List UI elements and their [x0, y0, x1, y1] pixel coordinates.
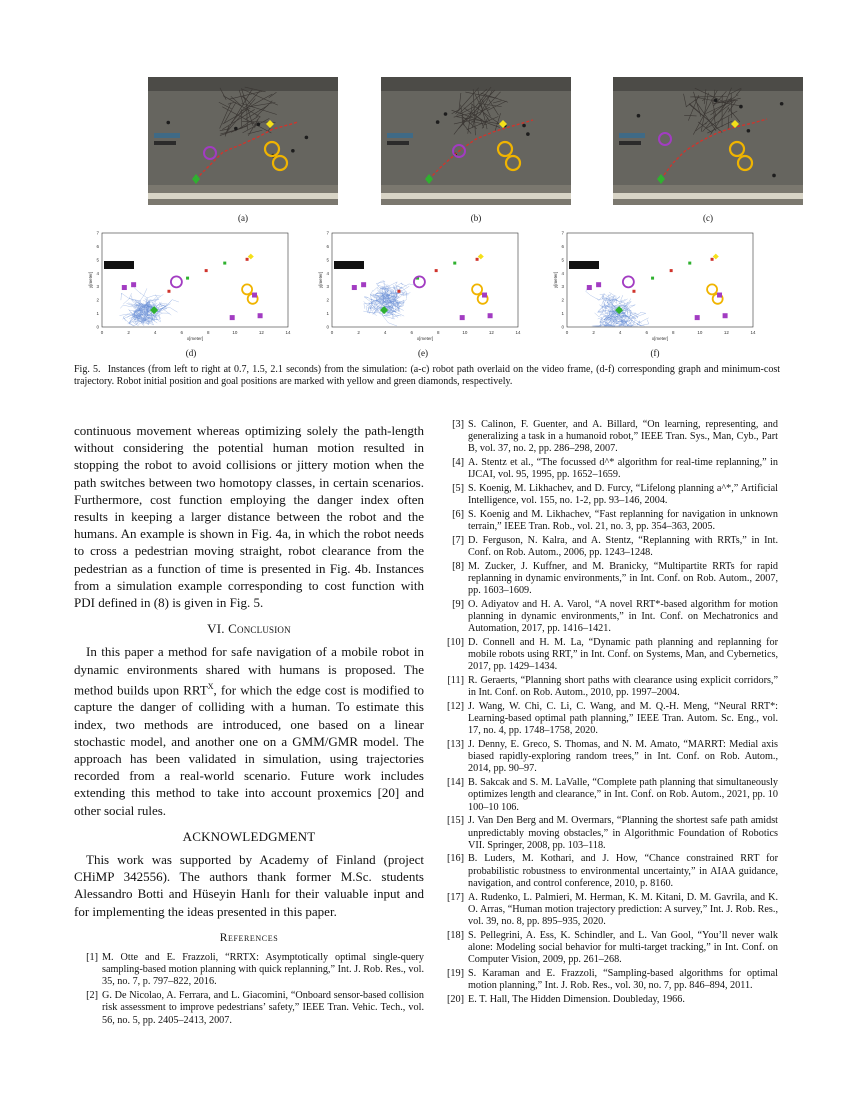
y-tick-label: 1	[326, 311, 329, 317]
reference-item	[440, 777, 778, 814]
reference-number: [9]	[452, 598, 464, 610]
reference-text: B. Sakcak and S. M. LaValle, “Complete path planning that simultaneously optimizes length and clearance,” in Int. Conf. on Rob. Autom., 2021, pp. 10 100–10 106.	[468, 777, 778, 813]
x-tick-label: 2	[127, 330, 130, 335]
reference-number: [7]	[452, 534, 464, 546]
y-tick-label: 3	[561, 284, 564, 290]
reference-item	[440, 535, 778, 559]
y-tick-label: 4	[326, 270, 329, 276]
reference-number: [8]	[452, 560, 464, 572]
reference-item	[440, 637, 778, 674]
reference-text: J. Wang, W. Chi, C. Li, C. Wang, and M. Q.-H. Meng, “Neural RRT*: Learning-based optimal path planning,” IEEE Tran. Autom. Sc. Eng., vol. 17, no. 4, pp. 1748–1758, 2020.	[468, 700, 778, 737]
reference-text: D. Ferguson, N. Kalra, and A. Stentz, “Replanning with RRTs,” in Int. Conf. on Rob. Autom., 2006, pp. 1243–1248.	[468, 534, 778, 559]
reference-text: A. Stentz et al., “The focussed d^* algorithm for real-time replanning,” in IJCAI, vol. 95, 1995, pp. 1652–1659.	[468, 457, 778, 481]
reference-number: [1]	[86, 952, 98, 964]
reference-list-left	[74, 952, 424, 1027]
reference-item	[440, 419, 778, 456]
reference-number: [3]	[452, 419, 464, 430]
reference-item	[440, 968, 778, 992]
sub-label-c: (c)	[703, 213, 713, 223]
reference-number: [4]	[452, 457, 464, 469]
reference-text: J. Denny, E. Greco, S. Thomas, and N. M. Amato, “MARRT: Medial axis biased rapidly-exploring random trees,” in Int. Conf. on Rob. Autom., 2014, pp. 90–97.	[468, 739, 778, 775]
x-axis-label: x[meter]	[186, 336, 204, 341]
reference-number: [16]	[447, 853, 464, 865]
reference-number: [14]	[447, 777, 464, 789]
reference-number: [15]	[447, 815, 464, 827]
x-tick-label: 12	[258, 330, 264, 335]
x-tick-label: 8	[672, 330, 675, 335]
reference-text: S. Karaman and E. Frazzoli, “Sampling-based algorithms for optimal motion planning,” Int. J. Rob. Res., vol. 30, no. 7, pp. 846–894, 2011.	[468, 967, 778, 991]
x-tick-label: 0	[565, 330, 569, 335]
y-tick-label: 7	[326, 230, 329, 236]
caption-id: Fig. 5.	[74, 364, 101, 375]
reference-number: [5]	[452, 483, 464, 495]
y-axis-label: y[meter]	[88, 271, 93, 289]
y-tick-label: 0	[561, 324, 564, 330]
y-axis-label: y[meter]	[318, 271, 323, 289]
y-tick-label: 7	[561, 230, 564, 236]
reference-item	[440, 815, 778, 852]
conclusion-text-1: In this paper a method for safe navigation of a mobile robot in dynamic environments shared with humans is proposed. The method builds upon RRT	[74, 644, 424, 698]
x-axis-label: x[meter]	[416, 336, 434, 341]
paragraph-conclusion	[74, 643, 424, 818]
y-tick-label: 3	[96, 284, 99, 290]
reference-text: A. Rudenko, L. Palmieri, M. Herman, K. M. Kitani, D. M. Gavrila, and K. O. Arras, “Human motion trajectory prediction: A survey,” Int. J. Rob. Res., vol. 39, no. 8, pp. 895–935, 2020.	[468, 891, 778, 927]
reference-item	[440, 930, 778, 967]
x-tick-label: 10	[462, 330, 468, 335]
y-tick-label: 6	[561, 243, 564, 249]
reference-text: E. T. Hall, The Hidden Dimension. Doubleday, 1966.	[468, 993, 685, 1005]
x-tick-label: 0	[330, 330, 334, 335]
reference-list-right	[440, 419, 778, 1006]
x-tick-label: 4	[383, 330, 387, 335]
reference-text: O. Adiyatov and H. A. Varol, “A novel RRT*-based algorithm for motion planning in dynamic environments,” in Int. Conf. on Mechatronics and Automation, 2017, pp. 1416–1421.	[468, 598, 778, 635]
x-tick-label: 4	[618, 330, 622, 335]
reference-number: [17]	[447, 891, 464, 903]
reference-item	[440, 457, 778, 481]
reference-number: [10]	[447, 636, 464, 648]
reference-item	[74, 952, 424, 989]
reference-item	[440, 739, 778, 776]
references-heading: References	[219, 931, 279, 944]
reference-item	[440, 675, 778, 699]
y-tick-label: 2	[96, 297, 99, 303]
reference-item	[440, 561, 778, 598]
y-tick-label: 5	[96, 257, 99, 263]
reference-text: S. Koenig and M. Likhachev, “Fast replanning for navigation in unknown terrain,” IEEE Tran. Rob., vol. 21, no. 3, pp. 354–363, 2005.	[468, 508, 778, 533]
conclusion-text-2: , for which the edge cost is modified to capture the danger of colliding with a human. To estimate this index, two methods are introduced, one based on a linear stochastic model, and another one on a GMM/GMR model. The approach has been validated in simulation, using trajectories recorded from a real-world scenario. Future work includes extending this method to take into account proxemics [20] and other social rules.	[74, 682, 424, 818]
x-tick-label: 2	[357, 330, 360, 335]
y-tick-label: 0	[326, 324, 329, 330]
sub-label-e: (e)	[418, 348, 428, 358]
sub-label-d: (d)	[185, 348, 197, 358]
video-frame-a	[148, 77, 338, 205]
video-frame-c	[613, 77, 803, 205]
y-tick-label: 4	[561, 270, 564, 276]
reference-text: M. Otte and E. Frazzoli, “RRTX: Asymptotically optimal single-query sampling-based motion planning with quick replanning,” Int. J. Rob. Res., vol. 35, no. 7, p. 797–822, 2016.	[102, 952, 424, 988]
x-tick-label: 2	[592, 330, 595, 335]
reference-number: [2]	[86, 990, 98, 1002]
left-column	[74, 422, 424, 1028]
y-tick-label: 2	[326, 297, 329, 303]
y-tick-label: 2	[561, 297, 564, 303]
section-heading-conclusion	[74, 620, 424, 637]
rrtx-superscript: X	[207, 681, 214, 691]
reference-number: [13]	[447, 739, 464, 751]
reference-text: D. Connell and H. M. La, “Dynamic path planning and replanning for mobile robots using RRT,” in Int. Conf. on Systems, Man, and Cybernetics, 2017, pp. 1429–1434.	[468, 636, 778, 673]
x-tick-label: 12	[488, 330, 494, 335]
y-tick-label: 6	[326, 243, 329, 249]
paragraph-results: continuous movement whereas optimizing solely the path-length without considering the potential human motion resulted in stopping the robot to avoid collisions or jittery motion when the path switches between two homotopy classes, in certain scenarios. Furthermore, cost function employing the danger index often results in keeping a larger distance between the robot and the humans. An example is shown in Fig. 4a, in which the robot needs to cross a pedestrian moving straight, robot clearance from the pedestrian as a function of time is presented in Fig. 4b. Instances from a simulation example corresponding to cost function with PDI defined in (8) is given in Fig. 5.	[74, 423, 424, 611]
sub-label-b: (b)	[470, 213, 482, 223]
section-heading-acknowledgment: ACKNOWLEDGMENT	[182, 828, 316, 844]
y-tick-label: 3	[326, 284, 329, 290]
reference-number: [18]	[447, 929, 464, 941]
conclusion-heading-text: VI. Conclusion	[207, 621, 291, 637]
reference-number: [6]	[452, 508, 464, 520]
y-tick-label: 6	[96, 243, 99, 249]
x-tick-label: 10	[232, 330, 238, 335]
y-tick-label: 5	[561, 257, 564, 263]
figure-caption	[74, 364, 780, 388]
reference-item	[440, 892, 778, 929]
reference-item	[440, 483, 778, 507]
paragraph-acknowledgment: This work was supported by Academy of Finland (project CHiMP 342556). The authors thank former M.Sc. students Alessandro Botti and Hüseyin Hanlı for their valuable input and for implementing the ideas presented in this paper.	[74, 852, 424, 919]
video-frame-b	[381, 77, 571, 205]
x-tick-label: 0	[100, 330, 104, 335]
reference-number: [20]	[447, 993, 464, 1005]
x-tick-label: 10	[697, 330, 703, 335]
x-tick-label: 12	[723, 330, 729, 335]
reference-item	[440, 994, 778, 1006]
reference-text: B. Luders, M. Kothari, and J. How, “Chance constrained RRT for probabilistic robustness to environmental uncertainty,” in AIAA guidance, navigation, and control conference, 2010, p. 8160.	[468, 853, 778, 889]
x-tick-label: 6	[180, 330, 183, 335]
y-tick-label: 1	[96, 311, 99, 317]
x-tick-label: 8	[207, 330, 210, 335]
reference-item	[74, 990, 424, 1027]
reference-item	[440, 509, 778, 533]
reference-text: M. Zucker, J. Kuffner, and M. Branicky, “Multipartite RRTs for rapid replanning in dynamic environments,” in Int. Conf. on Rob. Autom., 2007, pp. 1603–1609.	[468, 560, 778, 597]
x-tick-label: 6	[645, 330, 648, 335]
reference-text: G. De Nicolao, A. Ferrara, and L. Giacomini, “Onboard sensor-based collision risk assessment to improve pedestrians’ safety,” IEEE Tran. Vehic. Tech., vol. 56, no. 5, pp. 2405–2413, 2007.	[102, 990, 424, 1026]
y-tick-label: 7	[96, 230, 99, 236]
reference-item	[440, 853, 778, 890]
sub-label-a: (a)	[238, 213, 248, 223]
y-tick-label: 0	[96, 324, 99, 330]
y-tick-label: 1	[561, 311, 564, 317]
sub-label-f: (f)	[650, 348, 660, 358]
reference-text: S. Calinon, F. Guenter, and A. Billard, “On learning, representing, and generalizing a task in a humanoid robot,” IEEE Tran. Sys., Man, Cyb., Part B, vol. 37, no. 2, pp. 286–298, 2007.	[468, 419, 778, 455]
graph-plot-f	[553, 229, 758, 341]
x-tick-label: 14	[515, 330, 521, 335]
x-tick-label: 14	[285, 330, 291, 335]
reference-text: S. Koenig, M. Likhachev, and D. Furcy, “Lifelong planning a^*,” Artificial Intelligence, vol. 155, no. 1-2, pp. 93–146, 2004.	[468, 483, 778, 507]
x-axis-label: x[meter]	[651, 336, 669, 341]
reference-text: J. Van Den Berg and M. Overmars, “Planning the shortest safe path amidst unpredictably moving obstacles,” in Algorithmic Foundation of Robotics VII. Springer, 2008, pp. 103–118.	[468, 815, 778, 851]
y-tick-label: 4	[96, 270, 99, 276]
x-tick-label: 14	[750, 330, 756, 335]
reference-item	[440, 599, 778, 636]
reference-item	[440, 701, 778, 738]
y-tick-label: 5	[326, 257, 329, 263]
x-tick-label: 8	[437, 330, 440, 335]
reference-text: S. Pellegrini, A. Ess, K. Schindler, and L. Van Gool, “You’ll never walk alone: Modeling social behavior for multi-target tracking,” in Int. Conf. on Computer Vision, 2009, pp. 261–268.	[468, 929, 778, 966]
graph-plot-e	[318, 229, 523, 341]
reference-number: [11]	[447, 675, 464, 687]
right-column	[440, 419, 778, 1007]
graph-plot-d	[88, 229, 293, 341]
reference-text: R. Geraerts, “Planning short paths with clearance using explicit corridors,” in Int. Conf. on Rob. Autom., 2010, pp. 1997–2004.	[468, 675, 778, 699]
x-tick-label: 6	[410, 330, 413, 335]
y-axis-label: y[meter]	[553, 271, 558, 289]
x-tick-label: 4	[153, 330, 157, 335]
reference-number: [12]	[447, 700, 464, 712]
reference-number: [19]	[447, 967, 464, 979]
caption-text: Instances (from left to right at 0.7, 1.5, 2.1 seconds) from the simulation: (a-c) robot path overlaid on the video frame, (d-f) corresponding graph and minimum-cost trajectory. Robot initial position and goal positions are marked with yellow and green diamonds, respectively.	[74, 364, 780, 387]
